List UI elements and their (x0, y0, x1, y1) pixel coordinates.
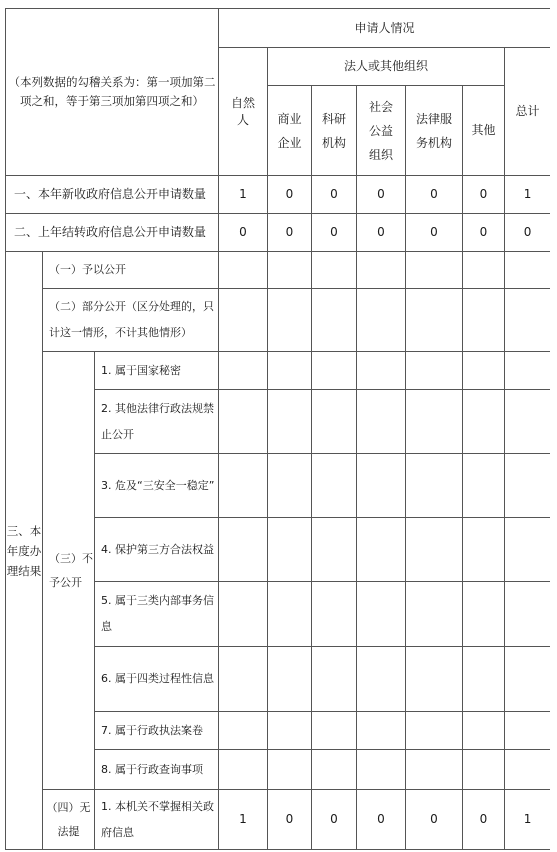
table-cell: 0 (312, 790, 357, 850)
not-public-label: （三）不予公开 (43, 352, 95, 790)
table-cell: 0 (357, 790, 406, 850)
table-row (6, 214, 551, 252)
row-label: 5. 属于三类内部事务信息 (95, 582, 219, 647)
row-label: 4. 保护第三方合法权益 (95, 518, 219, 582)
col-business: 商业企业 (268, 86, 312, 176)
disclosure-table-wrap (5, 8, 550, 852)
unable-label: （四）无法提 (43, 790, 95, 850)
table-cell: 0 (463, 176, 505, 214)
table-cell: 0 (219, 214, 268, 252)
row-label: 1. 本机关不掌握相关政府信息 (95, 790, 219, 850)
table-row (6, 790, 551, 850)
table-cell: 0 (357, 214, 406, 252)
natural-person-header: 自然人 (219, 48, 268, 176)
table-cell: 0 (406, 790, 463, 850)
row-label: （一）予以公开 (43, 252, 219, 289)
table-cell: 0 (463, 214, 505, 252)
row-label: 二、上年结转政府信息公开申请数量 (6, 214, 219, 252)
table-cell: 0 (406, 214, 463, 252)
legal-entity-header: 法人或其他组织 (268, 48, 505, 86)
table-row (6, 176, 551, 214)
table-row (6, 352, 551, 390)
row-label: 7. 属于行政执法案卷 (95, 712, 219, 750)
table-cell: 0 (268, 176, 312, 214)
header-note: （本列数据的勾稽关系为：第一项加第二项之和，等于第三项加第四项之和） (6, 9, 219, 176)
row-label: 2. 其他法律行政法规禁止公开 (95, 390, 219, 454)
total-header: 总计 (505, 48, 551, 176)
table-cell: 1 (219, 176, 268, 214)
row-label: 3. 危及“三安全一稳定” (95, 454, 219, 518)
table-cell: 1 (505, 176, 551, 214)
table-row (6, 252, 551, 289)
row-label: 1. 属于国家秘密 (95, 352, 219, 390)
col-legal-service: 法律服务机构 (406, 86, 463, 176)
table-cell: 1 (219, 790, 268, 850)
table-cell: 1 (505, 790, 551, 850)
table-cell: 0 (406, 176, 463, 214)
table-cell: 0 (268, 790, 312, 850)
table-cell: 0 (505, 214, 551, 252)
table-cell: 0 (312, 214, 357, 252)
table-cell: 0 (268, 214, 312, 252)
col-other: 其他 (463, 86, 505, 176)
applicant-info-header: 申请人情况 (219, 9, 551, 48)
col-public-welfare: 社会公益组织 (357, 86, 406, 176)
row-label: （二）部分公开（区分处理的，只计这一情形，不计其他情形） (43, 289, 219, 352)
table-row (6, 289, 551, 352)
col-research: 科研机构 (312, 86, 357, 176)
row-label: 6. 属于四类过程性信息 (95, 647, 219, 712)
table-cell: 0 (312, 176, 357, 214)
row-label: 8. 属于行政查询事项 (95, 750, 219, 790)
section3-label: 三、本年度办理结果 (6, 252, 43, 850)
disclosure-table (5, 8, 550, 850)
table-cell: 0 (357, 176, 406, 214)
table-cell: 0 (463, 790, 505, 850)
row-label: 一、本年新收政府信息公开申请数量 (6, 176, 219, 214)
